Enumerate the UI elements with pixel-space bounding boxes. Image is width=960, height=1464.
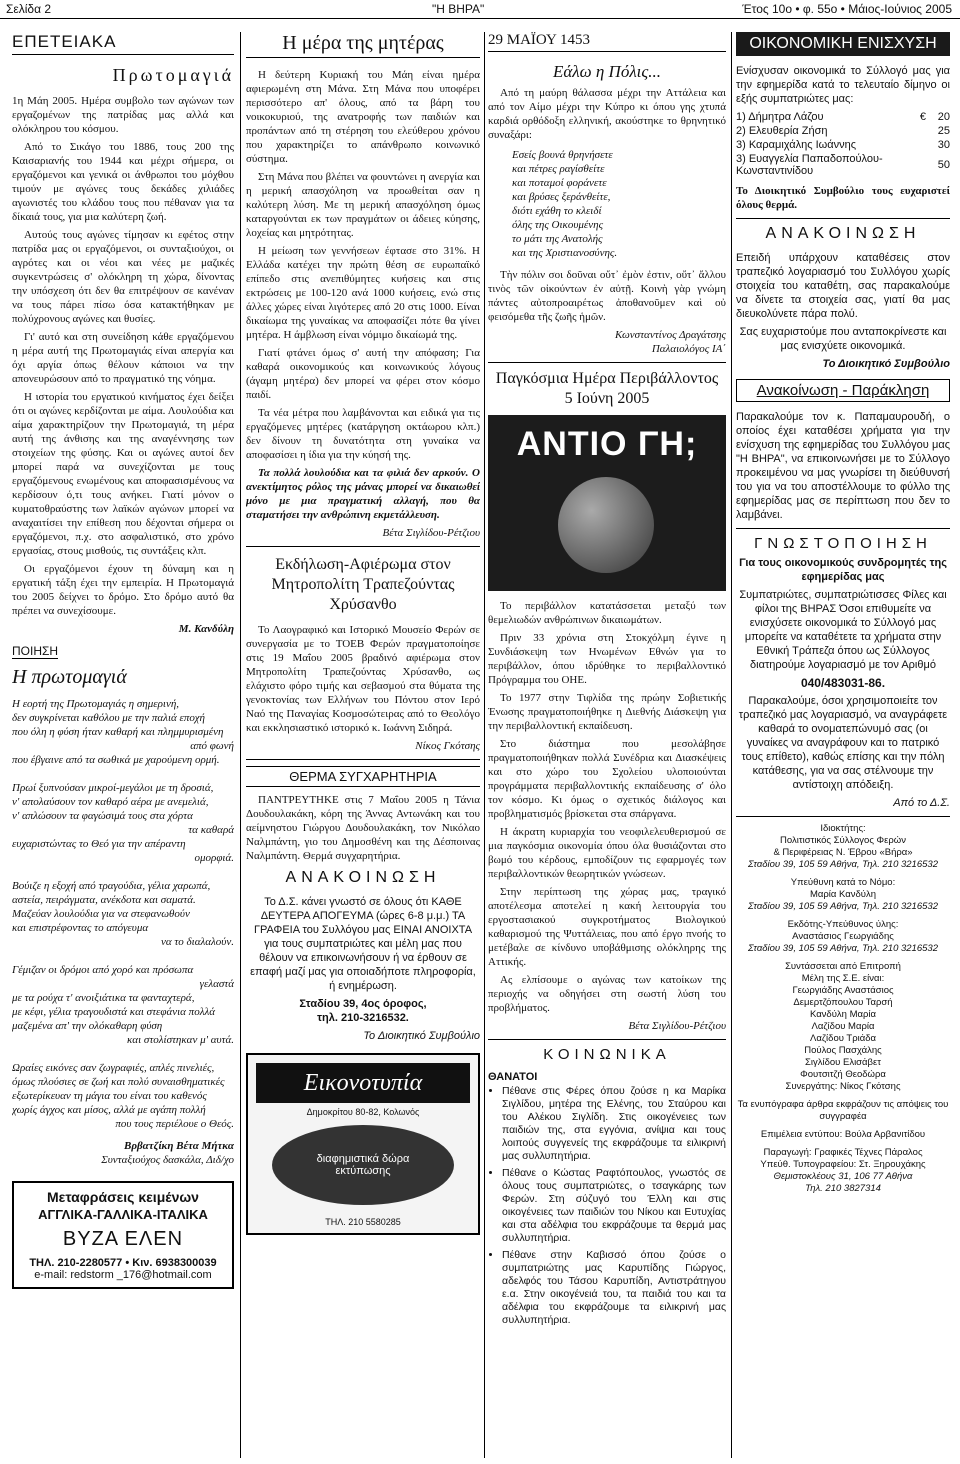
- poem-line: με κέφι, γέλια τραγουδιστά και στεφάνια πολλά: [12, 1006, 215, 1018]
- env-title: Παγκόσμια Ημέρα Περιβάλλοντος: [495, 370, 719, 387]
- masthead-line: & Περιφέρειας Ν. Έβρου «Βήρα»: [773, 847, 913, 858]
- section-banner: ΟΙΚΟΝΟΜΙΚΗ ΕΝΙΣΧΥΣΗ: [736, 32, 950, 56]
- masthead-line: Εκδότης-Υπεύθυνος ύλης:: [787, 919, 899, 930]
- env-paragraph: Στην περίπτωση της χώρας μας, τραγικό αποτέλεσμα αποτελεί η κακή λειτουργία του εργοστασιακού συγκροτήματος Βιολογικού καθαρισμού της Ψυττάλειας, που από έργο πνοής το μετέβαλε σε κίνδυνο υποβάθμισης ολόκληρης της Αττικής.: [488, 886, 726, 968]
- column-2: [246, 32, 480, 1235]
- ad-languages: ΑΓΓΛΙΚΑ-ΓΑΛΛΙΚΑ-ΙΤΑΛΙΚΑ: [38, 1207, 208, 1222]
- poem-line: Η εορτή της Πρωτομαγιάς η σημερινή,: [12, 698, 180, 710]
- env-paragraph: Ας ελπίσουμε ο αγώνας των κατοίκων της περιοχής να οδηγήσει στη σωστή λύση του προβλήματος.: [488, 974, 726, 1014]
- env-paragraph: Στο διάστημα που μεσολάβησε πραγματοποιήθηκαν πολλά Συνέδρια και Διασκέψεις και στο χώρο του Σχολείου υλοποιούνται προγράμματα περιβαλλοντικής εκπαίδευσης σ' όλο τον κόσμο. Κι όμως ο σχετικός διάλογος και προβληματισμός βρίσκεται στα σπάργανα.: [488, 738, 726, 820]
- supporter-amt: 20: [937, 111, 950, 123]
- page-number: Σελίδα 2: [6, 2, 52, 16]
- poem-line: όλης της Οικουμένης: [512, 219, 604, 231]
- masthead-line: Θεμιστοκλέους 31, 106 77 Αθήνα: [773, 1171, 913, 1182]
- masthead-line: Πολιτιστικός Σύλλογος Φερών: [780, 835, 906, 846]
- article-paragraph: Στη Μάνα που βλέπει να φουντώνει η ανεργία και η μερική απασχόληση να προωθείται σαν η καλύτερη λύση. Με τη μερική απασχόληση όμως καταργούνται εκ των πραγμάτων οι άδειες κύησης, λοχείας και μητρότητας.: [246, 171, 480, 239]
- social-title: ΚΟΙΝΩΝΙΚΑ: [543, 1046, 671, 1063]
- notice-text: Το Δ.Σ. κάνει γνωστό σε όλους ότι ΚΑΘΕ ΔΕΥΤΕΡΑ ΑΠΟΓΕΥΜΑ (ώρες 6-8 μ.μ.) ΤΑ ΓΡΑΦΕΙΑ του Συλλόγου μας ΕΙΝΑΙ ΑΝΟΙΧΤΑ για τους συμπατριώτες και μέλη μας που θέλουν να επικοινωνήσουν ή να έρθουν σε επαφή μαζί μας για οποιαδήποτε πληροφορία, ή ενημέρωση.: [250, 896, 476, 992]
- table-row: [736, 124, 950, 138]
- table-row: [736, 152, 950, 178]
- poem-line: που τους περιέλουε ο Θεός.: [115, 1118, 234, 1130]
- bank-account: 040/483031-86.: [800, 676, 886, 690]
- poem-line: να το διαλαλούν.: [160, 936, 234, 948]
- masthead-line: Μέλη της Σ.Ε. είναι:: [801, 973, 885, 984]
- issue-info: Έτος 10ο • φ. 55ο • Μάιος-Ιούνιος 2005: [742, 2, 952, 16]
- list-item: • Πέθανε στην Καβισσό όπου ζούσε ο συμπατριώτης μας Καρυπίδης Γιώργος, αδελφός του Τάσου Καρυπίδη, Αντιστράτηγου ε.α. Στην οικογένειά του, τα παιδιά του και τα αδέλφια του εκφράζουμε τα ειλικρινή μας συλλυπητήρια.: [502, 1249, 726, 1327]
- poem-line: όμως πλούσιες σε ζωή και πολύ συναισθηματικές: [12, 1076, 225, 1088]
- page-header: [0, 0, 960, 19]
- translation-ad: [12, 1181, 234, 1289]
- poem-line: με τα ρούχα τ' ανοιξιάτικα τα φανταχτερά,: [12, 992, 195, 1004]
- column-rule: [731, 32, 732, 1458]
- masthead-line: Αναστάσιος Γεωργιάδης: [792, 931, 894, 942]
- poem-line: Γέμιζαν οι δρόμοι από χορό και πρόσωπα: [12, 964, 194, 976]
- poem-line: και ποταμοί φοράνετε: [512, 177, 607, 189]
- ad-logo: Εικονοτυπία: [256, 1063, 470, 1103]
- poem-line: από φωνή: [190, 740, 234, 752]
- article-paragraph: Η δεύτερη Κυριακή του Μάη είναι ημέρα αφιερωμένη στη Μάνα. Στη Μάνα που υποφέρει περισσότερο απ' όλους, από τα βάρη του νοικοκυριού, της ανατροφής των παιδιών και προπάντων από τη στέρηση του ελεύθερου χρόνου που χαρακτηρίζει το απάνθρωπο κοινωνικό σύστημα.: [246, 69, 480, 165]
- table-row: [736, 110, 950, 124]
- article-paragraph: Οι εργαζόμενοι έχουν τη δύναμη και η εργατική τάξη έχει την εμπειρία. Η Πρωτομαγιά του 2005 δείχνει το δρόμο. Στο δρόμο αυτό θα πρέπει να συνεχίσουμε.: [12, 563, 234, 617]
- deaths-label: ΘΑΝΑΤΟΙ: [488, 1071, 538, 1083]
- masthead-line: Τηλ. 210 3827314: [805, 1183, 881, 1194]
- article-paragraph: Από το Σικάγο του 1886, τους 200 της Καισαριανής του 1944 και μέχρι σήμερα, οι εργαζόμενοι και γενικά οι άνθρωποι του μόχθου τιμούν με αγώνες τους δεκάδες χιλιάδες αγωνιστές του κλάδου τους που πέθαναν για τα δίκαιά τους, για μια καλύτερη ζωή.: [12, 141, 234, 223]
- wedding-text: ΠΑΝΤΡΕΥΤΗΚΕ στις 7 Μαΐου 2005 η Τάνια Δουδουλακάκη, κόρη της Άννας Αντωνάκη και του αείμνηστου Γιώργου Δουδουλακάκη, τον Νικόλαο Ναλμπάντη, γιο του Δημοσθένη και της Δέσποινας Ναλμπάντη. Θερμά συγχαρητήρια.: [246, 794, 480, 862]
- poem-line: αστεία, πειράγματα, ανέκδοτα και σαματά.: [12, 894, 196, 906]
- supporter-cur: [902, 124, 926, 138]
- masthead-line: Υπεύθυνη κατά το Νόμο:: [790, 877, 896, 888]
- ad-phone: ΤΗΛ. 210 5580285: [325, 1217, 401, 1227]
- poem-line: [12, 1047, 234, 1061]
- poem-line: και πέτρες ραγίσθείτε: [512, 163, 605, 175]
- masthead-line: Σιγλίδου Ελισάβετ: [804, 1057, 881, 1068]
- article-paragraph: Γιατί φτάνει όμως σ' αυτή την απόφαση; Για καθαρά οικονομικούς και κοινωνικούς λόγους (άγαμη μητέρα) δεν μπορεί να φέρει στον κόσμο παιδί.: [246, 347, 480, 401]
- env-paragraph: Το περιβάλλον κατατάσσεται μεταξύ των θεμελιωδών ανθρώπινων δικαιωμάτων.: [488, 600, 726, 626]
- poem-author: Βρβατζίκη Βέτα Μήτκα: [124, 1140, 234, 1152]
- supporter-amt: 25: [937, 125, 950, 137]
- poetry-label: ΠΟΙΗΣΗ: [12, 644, 59, 658]
- article-paragraph: Τα νέα μέτρα που λαμβάνονται και ειδικά για τις εργαζόμενες μητέρες (κατάργηση οκτάωρου κλπ.) δεν δίνουν τη δυνατότητα στη γυναίκα να αποφασίσει η ίδια για την κύησή της.: [246, 407, 480, 461]
- wedding-title: ΘΕΡΜΑ ΣΥΓΧΑΡΗΤΗΡΙΑ: [246, 766, 480, 787]
- env-date: 5 Ιούνη 2005: [564, 390, 650, 407]
- ad-phone: ΤΗΛ. 210-2280577 • Κιν. 6938300039: [29, 1257, 217, 1269]
- ad-title: Μεταφράσεις κειμένων: [47, 1189, 199, 1205]
- poem-line: ομορφιά.: [194, 852, 234, 864]
- supporter-name: 1) Δήμητρα Λάζου: [736, 111, 824, 123]
- poem-line: μαζεμένα απ' την ολόκαθαρη φύση: [12, 1020, 163, 1032]
- masthead-line: Ιδιοκτήτης:: [820, 823, 866, 834]
- masthead-line: Κανδύλη Μαρία: [809, 1009, 877, 1020]
- masthead-line: Γεωργιάδης Αναστάσιος: [792, 985, 894, 996]
- poem-line: και επιστρέφοντας το απόγευμα: [12, 922, 149, 934]
- poem-line: [12, 949, 234, 963]
- historic-quote: Τὴν πόλιν σοι δοῦναι οὔτ᾽ ἐμὸν ἐστιν, οὔτ᾽ ἄλλου τινὸς τῶν οἰκούντων ἐν αὐτῇ. Κοινὴ γὰρ γνώμη πάντες αὐτοπροαιρέτως ἀποθανοῦμεν καὶ οὐ φεισόμεθα τῆς ζωῆς ἡμῶν.: [488, 269, 726, 323]
- ad-address: Δημοκρίτου 80-82, Κολωνός: [306, 1107, 420, 1117]
- article-signature: Βέτα Σιγλίδου-Ρέτζιου: [382, 527, 480, 539]
- notice-phone: τηλ. 210-3216532.: [317, 1012, 409, 1024]
- column-rule: [240, 32, 241, 1458]
- newspaper-name: "Η ΒΗΡΑ": [432, 2, 485, 16]
- notice-title: ΑΝΑΚΟΙΝΩΣΗ: [765, 225, 921, 242]
- article-intro: Από τη μαύρη θάλασσα μέχρι την Αττάλεια και από τον Αίμο μέχρι την Κύπρο κι όπου γης χτυπά καρδιά ορθόδοξη ελληνική, ακούστηκε το θρηνητικό συναξάρι:: [488, 87, 726, 141]
- column-4: [736, 32, 950, 1195]
- poem-line: ν' απλώσουν τα φαγώσιμά τους στα χόρτα: [12, 810, 193, 822]
- supporter-cur: [902, 152, 926, 178]
- poem-line: γελαστά: [199, 978, 234, 990]
- poem-line: το μάτι της Ανατολής: [512, 233, 603, 245]
- poster-text: ΑΝΤΙΟ ΓΗ;: [516, 425, 698, 463]
- quote-author: Κωνσταντίνος Δραγάτσης: [615, 329, 726, 341]
- poem-title: Η πρωτομαγιά: [12, 666, 127, 688]
- quote-author-title: Παλαιολόγος ΙΑ΄: [651, 343, 726, 355]
- poem-line: τα καθαρά: [188, 824, 234, 836]
- notice-title: ΑΝΑΚΟΙΝΩΣΗ: [285, 869, 441, 886]
- env-signature: Βέτα Σιγλίδου-Ρέτζιου: [628, 1020, 726, 1032]
- table-row: [736, 138, 950, 152]
- article-paragraph: Γι' αυτό και στη συνείδηση κάθε εργαζόμενου η μέρα αυτή της Πρωτομαγιάς είναι απεργία και όχι αργία όπως θέλουν κάποιοι να την απονευρώσουν από το πραγματικό της νόημα.: [12, 331, 234, 385]
- ad-name: ΒΥΖΑ ΕΛΕΝ: [62, 1228, 184, 1250]
- masthead-line: Λαζίδου Τριάδα: [810, 1033, 876, 1044]
- article-paragraph: Τα πολλά λουλούδια και τα φιλιά δεν αρκούν. Ο ανεκτίμητος ρόλος της μάνας μπορεί να δικαιωθεί μόνο με μια πραγματική αλλαγή, που θα σταματήσει την ανθρώπινη εκμετάλλευση.: [246, 467, 480, 521]
- event-text: Το Λαογραφικό και Ιστορικό Μουσείο Φερών σε συνεργασία με το ΤΟΕΒ Φερών πραγματοποίησε στις 19 Μαΐου 2005 βραδινό αφιέρωμα στον Μητροπολίτη Τραπεζούντας Χρύσανθο, ως ελάχιστο φόρο τιμής και σεβασμού στα θύματα της γενοκτονίας των Ελλήνων του Πόντου στον Ιερό Ναό της Παναγίας Κοσμοσώτειρας από το Θεολόγο και εκκλησιαστικό ιστορικό κ. Ιωάννη Σιδηρά.: [246, 624, 480, 734]
- article-paragraph: 1η Μάη 2005. Ημέρα συμβολο των αγώνων των εργαζομένων της πατρίδας μας αλλά και ολόκληρου του κόσμου.: [12, 95, 234, 135]
- article-title: Πρωτομαγιά: [112, 65, 234, 85]
- globe-icon: [558, 477, 654, 573]
- env-poster-image: [488, 415, 726, 591]
- supporter-amt: 50: [937, 159, 950, 171]
- poem-line: [12, 767, 234, 781]
- article-title: 29 ΜΑΪΟΥ 1453: [488, 32, 726, 52]
- section-label: ΕΠΕΤΕΙΑΚΑ: [12, 32, 234, 55]
- masthead-line: Συντάσσεται από Επιτροπή: [785, 961, 901, 972]
- poem-line: Εσείς βουνά θρηνήσετε: [512, 149, 613, 161]
- poem-line: ν' απολαύσουν τον καθαρό αέρα με ανεμελιά,: [12, 796, 209, 808]
- poem-line: διότι εχάθη το κλειδί: [512, 205, 602, 217]
- poem-line: εξωτερίκευαν τη μάγια του είναι του καθενός: [12, 1090, 207, 1102]
- masthead-line: Σταδίου 39, 105 59 Αθήνα, Τηλ. 210 3216532: [748, 859, 938, 870]
- poem-line: [12, 865, 234, 879]
- list-item: • Πέθανε στις Φέρες όπου ζούσε η κα Μαρίκα Σιγλίδου, μητέρα της Ελένης, του Σταύρου και του Αλέκου Σιγλίδη. Στις οικογένειες των παιδιών της, στα εγγόνια, ανίψια και τους λοιπούς συγγενείς της εκφράζουμε τα ειλικρινή μας συλλυπητήρια.: [502, 1085, 726, 1163]
- supporters-table: [736, 110, 950, 178]
- poem-line: Βούιζε η εξοχή από τραγούδια, γέλια χαρωπά,: [12, 880, 211, 892]
- supporter-cur: [902, 138, 926, 152]
- env-paragraph: Πριν 33 χρόνια στη Στοκχόλμη έγινε η Συνδιάσκεψη των Ηνωμένων Εθνών για το περιβάλλον, όπου ιδρύθηκε το περιβαλλοντικό Πρόγραμμα του ΟΗΕ.: [488, 632, 726, 686]
- article-paragraph: Η ιστορία του εργατικού κινήματος έχει δείξει ότι οι αγώνες κερδίζονται με αίμα. Λουλούδια και αίμα χαρακτηρίζουν την Πρωτομαγιά, τη μέρα αυτή της άνθισης και της αναγέννησης των στοιχείων της φύσης. Και οι αγώνες αυτοί δεν μπορεί παρά να συνεχίζονται με τους εργαζόμενους ενωμένους και αποφασισμένους να κερδίσουν ό,τι τους ανήκει. Γιατί μόνον ο κυματοθραύστης των λαϊκών αγώνων μπορεί να αναχαιτίσει την επίθεση που δέχονται σήμερα οι εργαζόμενοι, π.χ. στο ασφαλιστικό, στο χρόνο εργασίας, στους μισθούς, τις συντάξεις κλπ.: [12, 391, 234, 557]
- masthead-line: Λαζίδου Μαρία: [811, 1021, 875, 1032]
- poem-line: δεν συγκρίνεται καθόλου με την παλιά εποχή: [12, 712, 205, 724]
- masthead-line: Παραγωγή: Γραφικές Τέχνες Πάραλος: [763, 1147, 923, 1158]
- article-paragraph: Αυτούς τους αγώνες τίμησαν κι εφέτος στην πατρίδα μας οι εργαζόμενοι, οι συνταξιούχοι, οι αγρότες και οι νέοι και νέες με μαζικές συγκεντρώσεις σ' ολόκληρη τη χώρα, δίνοντας την υπόσχεση ότι δεν θα επιτρέψουν σε κανέναν να τους πάρει πίσω όσα κατακτήθηκαν με πολύχρονους αγώνες και θυσίες.: [12, 229, 234, 325]
- masthead-line: Τα ενυπόγραφα άρθρα εκφράζουν τις απόψεις του συγγραφέα: [737, 1099, 949, 1122]
- info-title: ΓΝΩΣΤΟΠΟΙΗΣΗ: [754, 535, 932, 552]
- supporter-name: 2) Ελευθερία Ζήση: [736, 125, 828, 137]
- print-shop-ad: [246, 1053, 480, 1235]
- poem-line: που όλη η φύση ήταν καθαρή και πλημμυρισμένη: [12, 726, 224, 738]
- masthead-line: Σταδίου 39, 105 59 Αθήνα, Τηλ. 210 3216532: [748, 901, 938, 912]
- masthead-line: Υπεύθ. Τυπογραφείου: Στ. Ξηρουχάκης: [760, 1159, 926, 1170]
- lament-poem: [512, 148, 726, 260]
- masthead-line: Δεμερτζόπουλου Ταρσή: [793, 997, 893, 1008]
- list-item: • Πέθανε ο Κώστας Ραφτόπουλος, γνωστός σε όλους τους συμπατριώτες, ο τσαγκάρης των Φερών. Στη σύζυγό του Έλλη και στις οικογένειες των παιδιών του Νίκου και Ευτυχίας και στα αδέλφια του εκφράζουμε τα θερμά μας συλλυπητήρια.: [502, 1167, 726, 1245]
- poem-line: που έβγαινε από τα σωθικά με χαρούμενη ορμή.: [12, 754, 220, 766]
- masthead-line: Σταδίου 39, 105 59 Αθήνα, Τηλ. 210 3216532: [748, 943, 938, 954]
- deaths-list: [502, 1085, 726, 1327]
- supporter-name: 3) Ευαγγελία Παπαδοπούλου-Κωνσταντινίδου: [736, 153, 883, 177]
- appeal-title: Ανακοίνωση - Παράκληση: [736, 379, 950, 402]
- event-title: Εκδήλωση-Αφιέρωμα στον Μητροπολίτη Τραπεζούντας Χρύσανθο: [271, 556, 455, 613]
- info-signature: Από το Δ.Σ.: [893, 797, 950, 809]
- masthead-line: Συνεργάτης: Νίκος Γκότσης: [785, 1081, 901, 1092]
- article-signature: Μ. Κανδύλη: [178, 623, 234, 635]
- supporter-cur: €: [919, 111, 926, 123]
- poem-line: και βρύσες ξεράνθείτε,: [512, 191, 611, 203]
- poem-author-role: Συνταξιούχος δασκάλα, Διδ/χο: [101, 1154, 234, 1166]
- info-text: Παρακαλούμε, όσοι χρησιμοποιείτε τον τραπεζικό μας λογαριασμό, να αναγράφετε καθαρά το ονοματεπώνυμό σας (οι γυναίκες να αναγράφουν και το πατρικό τους επίθετο), καθώς επίσης και την πόλη κατάθεσης, για να σας στέλνουμε την αντίστοιχη απόδειξη.: [738, 695, 948, 791]
- ad-slogan: διαφημιστικά δώρα εκτύπωσης: [272, 1125, 454, 1205]
- poem-line: χωρίς άγχος και μίσος, αλλά με αγάπη πολλή: [12, 1104, 206, 1116]
- masthead-line: Μαρία Κανδύλη: [809, 889, 877, 900]
- supporter-name: 3) Καραμιχάλης Ιωάννης: [736, 139, 857, 151]
- ad-email: e-mail: redstorm _176@hotmail.com: [34, 1269, 212, 1281]
- info-text: Συμπατριώτες, συμπατριώτισσες Φίλες και φίλοι της ΒΗΡΑΣ Όσοι επιθυμείτε να ενισχύσετε οικονομικά το Σύλλογό μας μπορείτε να καταθέτετε τα χρήματα στην Εθνική Τράπεζα όπου ως Σύλλογος διατηρούμε λογαριασμό με τον Αριθμό: [739, 589, 947, 671]
- notice-signature: Το Διοικητικό Συμβούλιο: [822, 358, 950, 370]
- poem-line: και στολίστηκαν μ' αυτά.: [127, 1034, 234, 1046]
- poem-line: και της Χριστιανοσύνης.: [512, 247, 618, 259]
- masthead-line: Φουτσιτζή Θεοδώρα: [800, 1069, 886, 1080]
- column-1: [12, 32, 234, 1289]
- poem-line: Πρωί ξυπνούσαν μικροί-μεγάλοι με τη δροσιά,: [12, 782, 214, 794]
- article-subtitle: Εάλω η Πόλις...: [552, 62, 662, 81]
- poem-line: ευχαριστώντας το Θεό για την απέραντη: [12, 838, 186, 850]
- poem-line: Μαζεύαν λουλούδια για να στεφανωθούν: [12, 908, 190, 920]
- supporter-amt: 30: [937, 139, 950, 151]
- poem-body: [12, 697, 234, 1131]
- article-paragraph: Η μείωση των γεννήσεων έφτασε στο 31%. Η Ελλάδα κατέχει την πρώτη θέση σε ευρωπαϊκό επίπεδο στις ανεπιθύμητες κυήσεις και στις εκτρώσεις με 100-120 ανά 1000 κυήσεις, ενώ στις άλλες χώρες είναι λιγότερες από 20 στις 1000. Είναι δικαίωμα της γυναίκας να αποφασίζει πότε θα γίνει μητέρα. Η άμβλωση είναι νόμιμο δικαίωμά της.: [246, 245, 480, 341]
- masthead-line: Πούλος Πασχάλης: [804, 1045, 882, 1056]
- notice-text: Σας ευχαριστούμε που ανταποκρίνεστε και μας ενισχύετε οικονομικά.: [739, 326, 947, 352]
- env-paragraph: Το 1977 στην Τιφλίδα της πρώην Σοβιετικής Ένωσης πραγματοποιήθηκε η Διεθνής Διάσκεψη για την περιβαλλοντική εκπαίδευση.: [488, 692, 726, 732]
- column-rule: [484, 32, 485, 1458]
- notice-address: Σταδίου 39, 4ος όροφος,: [299, 998, 427, 1010]
- support-intro: Ενίσχυσαν οικονομικά το Σύλλογό μας για την εφημερίδα κατά το τελευταίο δίμηνο οι εξής συμπατριώτες μας:: [736, 65, 950, 105]
- column-3: [488, 32, 726, 1331]
- poem-line: Ωραίες εικόνες σαν ζωγραφιές, απλές πινελιές,: [12, 1062, 215, 1074]
- support-thanks: Το Διοικητικό Συμβούλιο τους ευχαριστεί όλους θερμά.: [736, 185, 950, 211]
- notice-signature: Το Διοικητικό Συμβούλιο: [363, 1030, 480, 1042]
- env-paragraph: Η άκρατη κυριαρχία του νεοφιλελευθερισμού σε μια παγκόσμια οικονομία όπου όλα θυσιάζονται στο βωμό του κέρδους, εμποδίζουν τις εφαρμογές των περιβαλλοντικών θεωρητικών γνώσεων.: [488, 826, 726, 880]
- article-title: Η μέρα της μητέρας: [246, 32, 480, 58]
- masthead: [736, 823, 950, 1195]
- event-signature: Νίκος Γκότσης: [415, 740, 480, 752]
- info-subtitle: Για τους οικονομικούς συνδρομητές της εφημερίδας μας: [739, 557, 947, 583]
- masthead-line: Επιμέλεια εντύπου: Βούλα Αρβανιτίδου: [760, 1129, 926, 1140]
- appeal-text: Παρακαλούμε τον κ. Παπαμαυρουδή, ο οποίος έχει καταθέσει χρήματα για την ενίσχυση της εφημερίδας του Συλλόγου μας "Η ΒΗΡΑ", να επικοινωνήσει με το Σύλλογο προκειμένου να μας γνωρίσει τη διεύθυνσή του για να του αποστέλλουμε το φύλλο της εφημερίδας μας σε περίπτωση που δεν το λαμβάνει.: [736, 411, 950, 521]
- notice-text: Επειδή υπάρχουν καταθέσεις στον τραπεζικό λογαριασμό του Συλλόγου χωρίς στοιχεία του καταθέτη, σας παρακαλούμε να δίνετε τα στοιχεία σας, γιατί θα μας διευκολύνετε πάρα πολύ.: [736, 252, 950, 320]
